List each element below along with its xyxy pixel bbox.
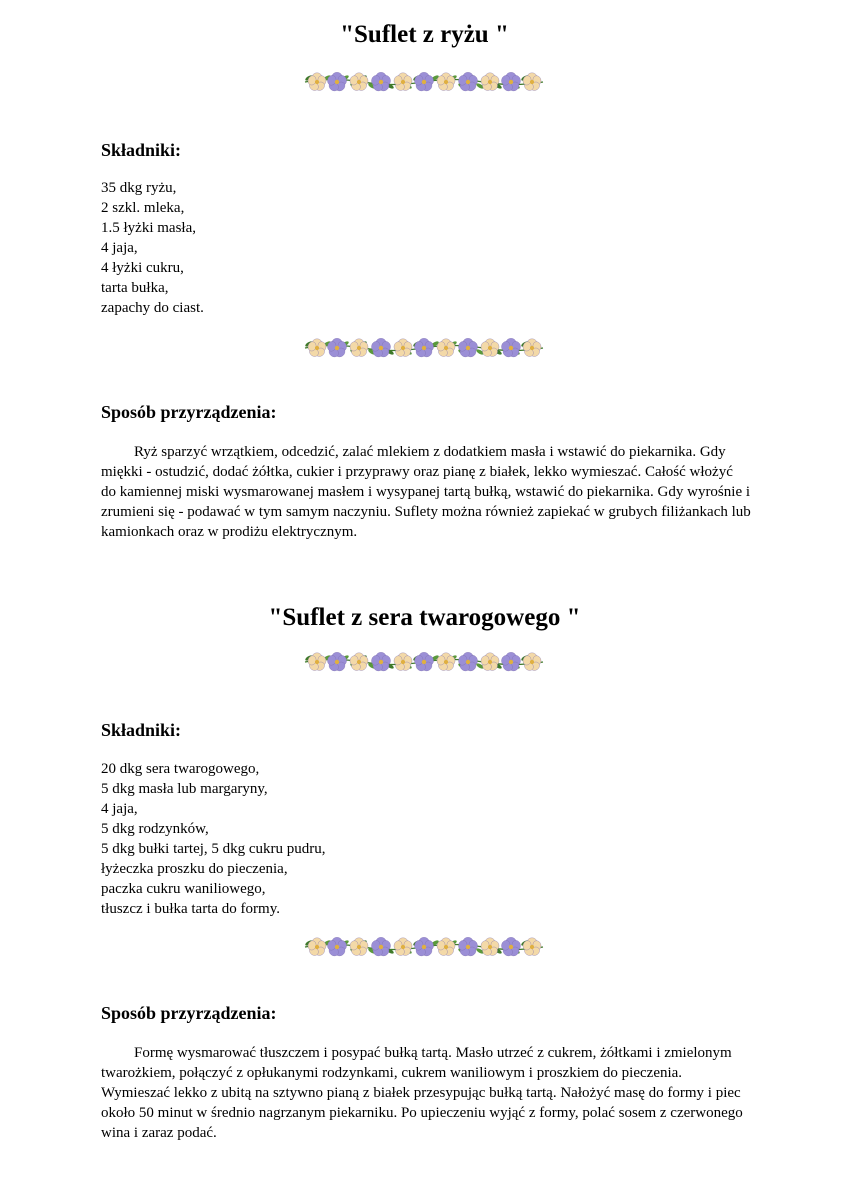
flower-icon: [522, 73, 542, 92]
recipe-1-method-text: Ryż sparzyć wrzątkiem, odcedzić, zalać mlekiem z dodatkiem masła i wstawić do piekarnika. Gdy miękki - ostudzić, dodać żółtka, cukier i przyprawy oraz pianę z białek, lekko wymieszać. Całość włożyć do kamiennej miski wysmarowanej masłem i wysypanej tartą bułką, wstawić do piekarnika. Gdy wyrośnie i zrumieni się - podawać w tym samym naczyniu. Suflety można również zapiekać w grubych filiżankach lub kamionkach oraz w prodiżu elektrycznym.: [101, 444, 751, 540]
flower-icon: [457, 937, 479, 957]
flower-icon: [500, 652, 522, 672]
flower-icon: [436, 339, 456, 358]
flower-garland-icon: [303, 934, 545, 960]
flower-icon: [522, 653, 542, 672]
flower-icon: [413, 72, 435, 92]
ingredient-item: zapachy do ciast.: [101, 300, 204, 316]
flower-icon: [457, 72, 479, 92]
flower-icon: [457, 652, 479, 672]
flower-icon: [413, 937, 435, 957]
flower-icon: [480, 73, 500, 92]
recipe-2-method-heading: Sposób przyrządzenia:: [101, 1003, 277, 1023]
ingredient-item: 20 dkg sera twarogowego,: [101, 761, 260, 777]
flower-icon: [393, 339, 413, 358]
flower-icon: [480, 938, 500, 957]
flower-garland-icon: [303, 649, 545, 675]
flower-icon: [370, 338, 392, 358]
ingredient-item: 4 jaja,: [101, 801, 138, 817]
flower-icon: [480, 339, 500, 358]
recipe-1-ingredients-list: [101, 178, 204, 318]
ingredient-item: łyżeczka proszku do pieczenia,: [101, 861, 288, 877]
flower-garland-icon: [303, 335, 545, 361]
recipe-2-ingredients-list: [101, 759, 326, 919]
flower-icon: [480, 653, 500, 672]
ingredient-item: tarta bułka,: [101, 280, 169, 296]
flower-icon: [393, 73, 413, 92]
flower-icon: [522, 938, 542, 957]
ingredient-item: paczka cukru waniliowego,: [101, 881, 266, 897]
ingredient-item: 5 dkg masła lub margaryny,: [101, 781, 268, 797]
recipe-1-title: "Suflet z ryżu ": [340, 21, 509, 48]
ingredient-item: tłuszcz i bułka tarta do formy.: [101, 901, 280, 917]
ingredient-item: 35 dkg ryżu,: [101, 180, 177, 196]
flower-icon: [500, 937, 522, 957]
recipe-2-ingredients-heading: Składniki:: [101, 720, 182, 740]
flower-icon: [457, 338, 479, 358]
flower-garland-icon: [303, 69, 545, 95]
flower-icon: [370, 72, 392, 92]
recipe-2-title: "Suflet z sera twarogowego ": [268, 604, 581, 631]
flower-icon: [413, 338, 435, 358]
flower-icon: [370, 937, 392, 957]
flower-icon: [370, 652, 392, 672]
flower-icon: [436, 653, 456, 672]
ingredient-item: 5 dkg rodzynków,: [101, 821, 209, 837]
ingredient-item: 4 jaja,: [101, 240, 138, 256]
flower-icon: [393, 653, 413, 672]
flower-icon: [500, 72, 522, 92]
recipe-2-method-text: Formę wysmarować tłuszczem i posypać bułką tartą. Masło utrzeć z cukrem, żółtkami i zmielonym twarożkiem, połączyć z opłukanymi rodzynkami, cukrem waniliowym i proszkiem do pieczenia. Wymieszać lekko z ubitą na sztywno pianą z białek przesypując bułką tartą. Nałożyć masę do formy i piec około 50 minut w średnio nagrzanym piekarniku. Po upieczeniu wyjąć z formy, polać sosem z czerwonego wina i zaraz podać.: [101, 1045, 743, 1141]
flower-icon: [436, 938, 456, 957]
flower-icon: [500, 338, 522, 358]
flower-icon: [393, 938, 413, 957]
ingredient-item: 4 łyżki cukru,: [101, 260, 184, 276]
ingredient-item: 2 szkl. mleka,: [101, 200, 185, 216]
ingredient-item: 5 dkg bułki tartej, 5 dkg cukru pudru,: [101, 841, 326, 857]
recipe-1-method-heading: Sposób przyrządzenia:: [101, 402, 277, 422]
recipe-1-ingredients-heading: Składniki:: [101, 140, 182, 160]
flower-icon: [522, 339, 542, 358]
flower-icon: [413, 652, 435, 672]
ingredient-item: 1.5 łyżki masła,: [101, 220, 196, 236]
flower-icon: [436, 73, 456, 92]
